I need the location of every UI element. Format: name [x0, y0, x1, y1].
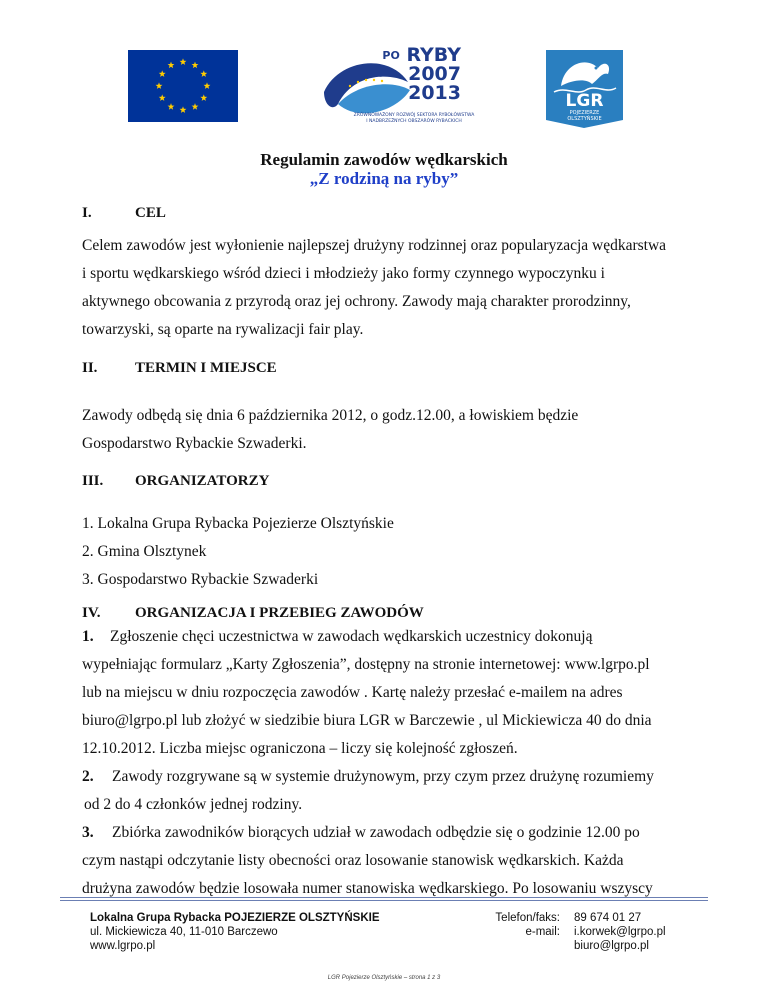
- text-line: 12.10.2012. Liczba miejsc ograniczona – liczy się kolejność zgłoszeń.: [82, 740, 518, 757]
- text-line: biuro@lgrpo.pl lub złożyć w siedzibie biura LGR w Barczewie , ul Mickiewicza 40 do dnia: [82, 712, 652, 729]
- text-line: i sportu wędkarskiego wśród dzieci i młodzieży jako formy czynnego wypoczynku i: [82, 265, 605, 282]
- lgr-sub-line2: OLSZTYŃSKIE: [567, 116, 602, 122]
- ryby-word: RYBY: [406, 44, 461, 66]
- po-ryby-title: [361, 46, 461, 103]
- text-line: czym nastąpi odczytanie listy obecności oraz losowanie stanowisk wędkarskich. Każda: [82, 852, 624, 869]
- text-line: [82, 623, 682, 651]
- cel-paragraph: [82, 232, 682, 344]
- pory-year-start: 2007: [408, 63, 461, 85]
- text-line: Zbiórka zawodników biorących udział w zawodach odbędzie się o godzinie 12.00 po: [112, 824, 640, 841]
- termin-paragraph: [82, 402, 682, 458]
- email-value: biuro@lgrpo.pl: [574, 940, 649, 952]
- text-line: towarzyski, są oparte na rywalizacji fair play.: [82, 321, 364, 338]
- document-subtitle: „Z rodziną na ryby”: [309, 169, 459, 188]
- organizacja-point-1: [82, 623, 682, 763]
- text-line: Zawody odbędą się dnia 6 października 2012, o godz.12.00, a łowiskiem będzie: [82, 407, 579, 424]
- point-number: 2.: [82, 768, 94, 785]
- footer-values: [574, 911, 666, 953]
- text-line: Gospodarstwo Rybackie Szwaderki.: [82, 435, 307, 452]
- list-item: 3. Gospodarstwo Rybackie Szwaderki: [82, 571, 319, 588]
- section-title-cel: CEL: [135, 205, 166, 221]
- text-line: lub na miejscu w dniu rozpoczęcia zawodów . Kartę należy przesłać e-mailem na adres: [82, 684, 623, 701]
- list-item: 2. Gmina Olsztynek: [82, 543, 207, 560]
- pory-year-end: 2013: [408, 82, 461, 104]
- text-line: aktywnego obcowania z przyrodą oraz jej ochrony. Zawody mają charakter prorodzinny,: [82, 293, 631, 310]
- footer-divider: [60, 897, 708, 898]
- phone-label: Telefon/faks:: [495, 912, 560, 924]
- po-ryby-caption: [320, 113, 508, 125]
- footer-org-name: Lokalna Grupa Rybacka POJEZIERZE OLSZTYŃSKIE: [90, 912, 380, 924]
- text-line: [82, 819, 682, 847]
- lgr-subtitle: [546, 110, 623, 122]
- footer-contact: [90, 911, 380, 953]
- section-title-organizacja: ORGANIZACJA I PRZEBIEG ZAWODÓW: [135, 605, 424, 621]
- list-item: 1. Lokalna Grupa Rybacka Pojezierze Olsztyńskie: [82, 515, 394, 532]
- text-line: Zgłoszenie chęci uczestnictwa w zawodach wędkarskich uczestnicy dokonują: [110, 628, 593, 645]
- footer-labels: [460, 911, 560, 939]
- text-line: Celem zawodów jest wyłonienie najlepszej drużyny rodzinnej oraz popularyzacja wędkarstwa: [82, 237, 667, 254]
- pory-caption-line2: I NADBRZEŻNYCH OBSZARÓW RYBACKICH: [366, 119, 462, 124]
- organizacja-point-2: [82, 763, 682, 819]
- organizers-list: [82, 510, 682, 594]
- text-line: Zawody rozgrywane są w systemie drużynowym, przy czym przez drużynę rozumiemy: [112, 768, 654, 785]
- section-number-2: II.: [82, 360, 98, 376]
- lgr-sub-line1: POJEZIERZE: [569, 110, 600, 116]
- eu-flag-icon: [128, 50, 238, 122]
- section-number-3: III.: [82, 473, 104, 489]
- footer-website: www.lgrpo.pl: [90, 940, 156, 952]
- document-title: Regulamin zawodów wędkarskich: [260, 150, 508, 169]
- lgr-mark: LGR: [565, 91, 604, 111]
- point-number: 3.: [82, 824, 94, 841]
- text-line: wypełniając formularz „Karty Zgłoszenia”, dostępny na stronie internetowej: www.lgrpo.pl: [82, 656, 650, 673]
- email-label: e-mail:: [525, 926, 560, 938]
- po-prefix: PO: [382, 49, 400, 62]
- section-title-organizatorzy: ORGANIZATORZY: [135, 473, 270, 489]
- section-number-1: I.: [82, 205, 92, 221]
- text-line: [82, 763, 682, 791]
- email-value: i.korwek@lgrpo.pl: [574, 926, 666, 938]
- footer-address: ul. Mickiewicza 40, 11-010 Barczewo: [90, 926, 278, 938]
- phone-value: 89 674 01 27: [574, 912, 642, 924]
- section-number-4: IV.: [82, 605, 101, 621]
- header-logos: [0, 0, 768, 140]
- point-number: 1.: [82, 628, 94, 645]
- organizacja-point-3: [82, 819, 682, 903]
- section-title-termin: TERMIN I MIEJSCE: [135, 360, 277, 376]
- text-line: od 2 do 4 członków jednej rodziny.: [84, 796, 303, 813]
- text-line: drużyna zawodów będzie losowała numer stanowiska wędkarskiego. Po losowaniu wszyscy: [82, 880, 653, 897]
- pory-caption-line1: ZRÓWNOWAŻONY ROZWÓJ SEKTORA RYBOŁÓWSTWA: [353, 113, 475, 118]
- footer-divider: [60, 900, 708, 901]
- page-number: LGR Pojezierze Olsztyńskie – strona 1 z 3: [327, 975, 441, 981]
